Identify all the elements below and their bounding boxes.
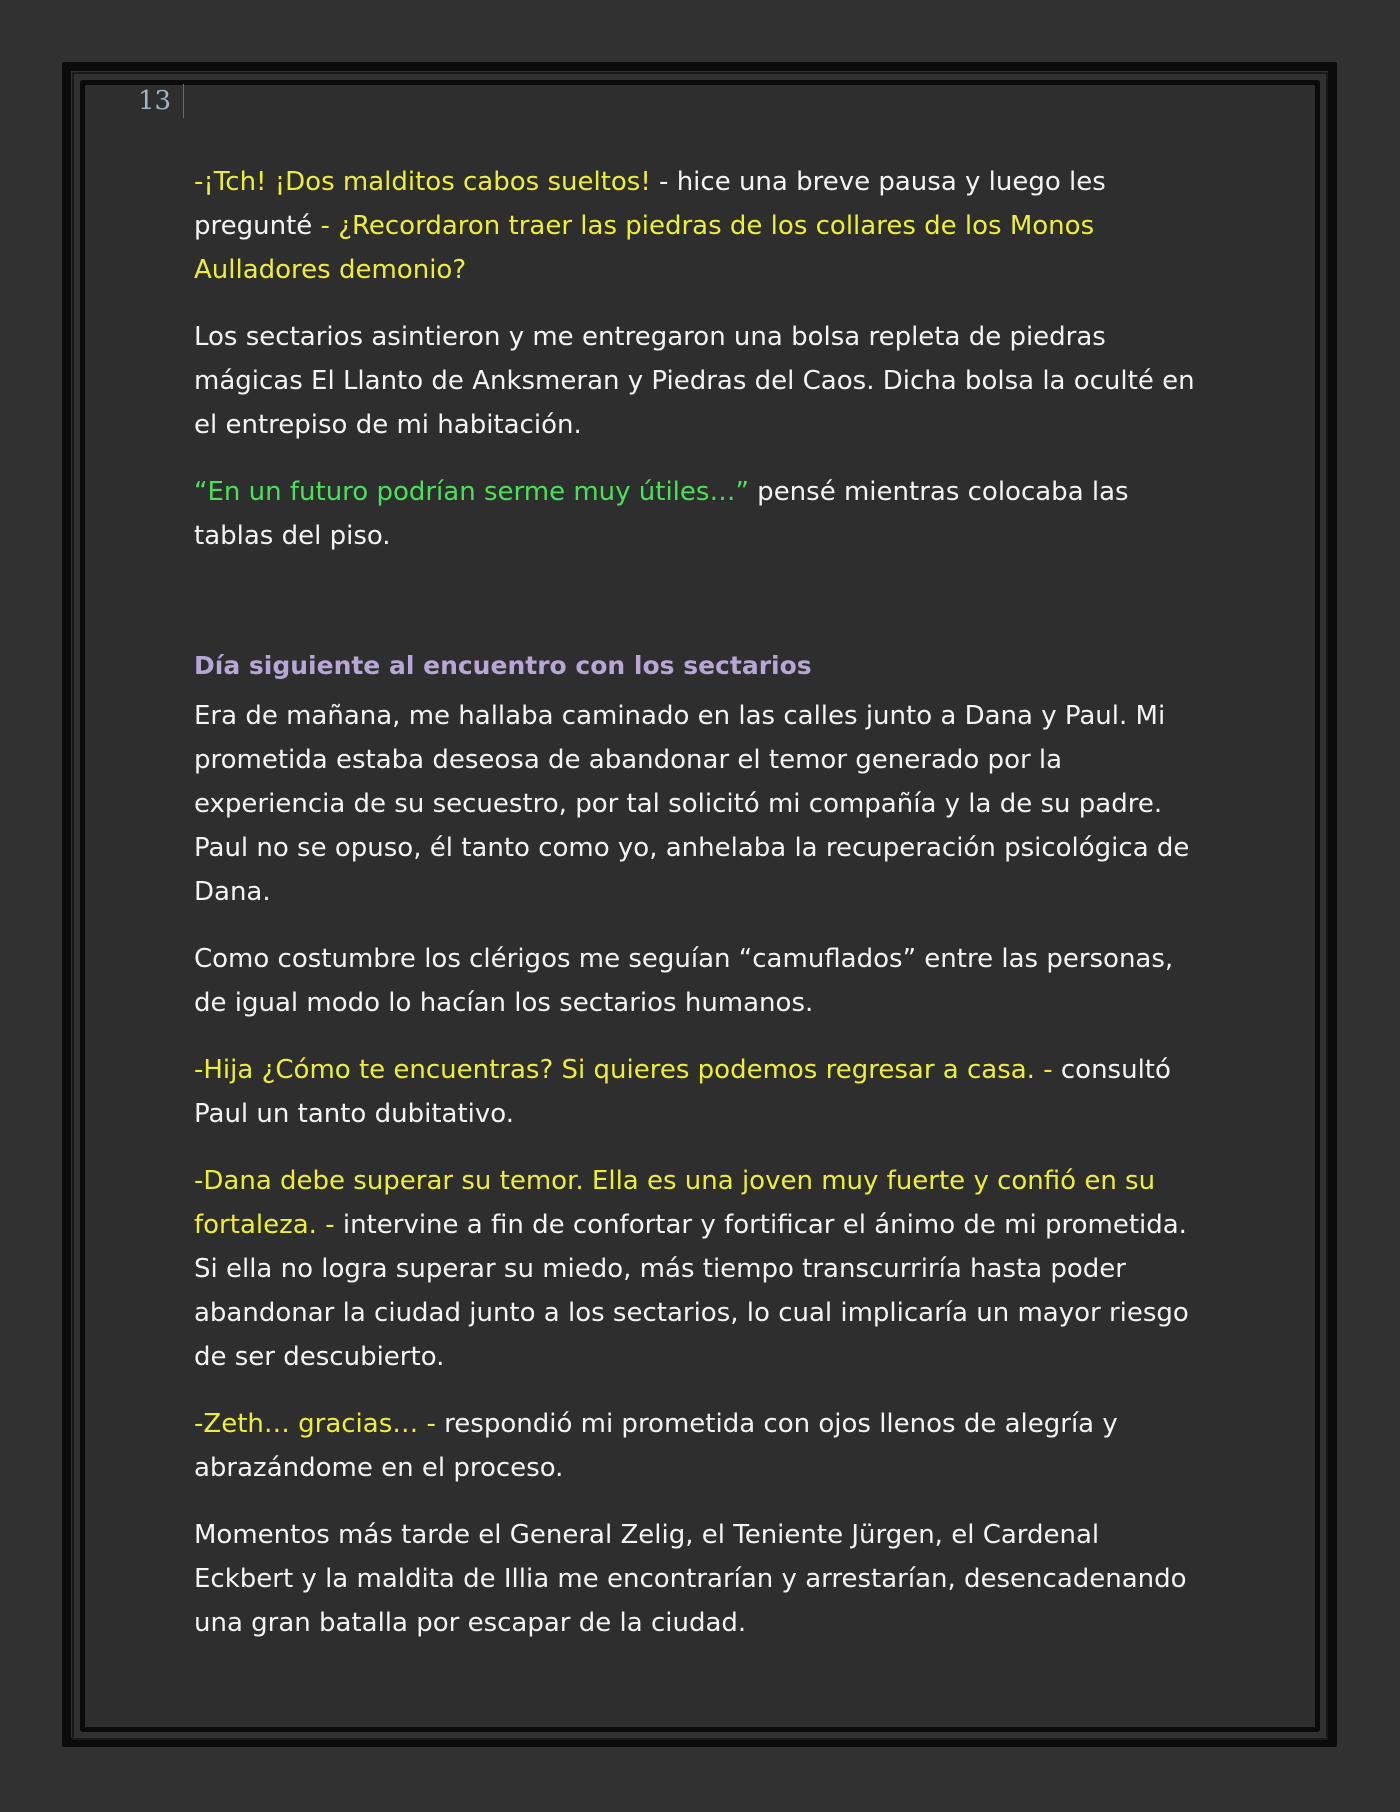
paragraph-4 — [194, 694, 1199, 914]
page-content — [194, 160, 1199, 1668]
narration-text: intervine a fin de confortar y fortificar el ánimo de mi prometida. Si ella no logra superar su miedo, más tiempo transcurriría hasta poder abandonar la ciudad junto a los sectarios, lo cual implicaría un mayor riesgo de ser descubierto. — [194, 1210, 1189, 1372]
paragraph-2 — [194, 315, 1199, 447]
dialogue-text: -¡Tch! ¡Dos malditos cabos sueltos! — [194, 167, 651, 197]
narration-text: pensé mientras colocaba las tablas del piso. — [194, 477, 1129, 551]
narration-text: Momentos más tarde el General Zelig, el Teniente Jürgen, el Cardenal Eckbert y la maldita de Illia me encontrarían y arrestarían, desencadenando una gran batalla por escapar de la ciudad. — [194, 1520, 1187, 1638]
narration-text: respondió mi prometida con ojos llenos de alegría y abrazándome en el proceso. — [194, 1409, 1118, 1483]
thought-text: “En un futuro podrían serme muy útiles…” — [194, 477, 749, 507]
paragraph-5 — [194, 937, 1199, 1025]
narration-text: Los sectarios asintieron y me entregaron una bolsa repleta de piedras mágicas El Llanto de Anksmeran y Piedras del Caos. Dicha bolsa la oculté en el entrepiso de mi habitación. — [194, 322, 1195, 440]
paragraph-6 — [194, 1048, 1199, 1136]
paragraph-9 — [194, 1513, 1199, 1645]
narration-text: - hice una breve pausa y luego les pregunté — [194, 167, 1106, 241]
dialogue-text: -Dana debe superar su temor. Ella es una joven muy fuerte y confió en su fortaleza. - — [194, 1166, 1156, 1240]
page-number: 13 — [138, 84, 184, 118]
narration-text: Como costumbre los clérigos me seguían “camuflados” entre las personas, de igual modo lo hacían los sectarios humanos. — [194, 944, 1174, 1018]
narration-text: consultó Paul un tanto dubitativo. — [194, 1055, 1171, 1129]
narration-text: Era de mañana, me hallaba caminado en las calles junto a Dana y Paul. Mi prometida estaba deseosa de abandonar el temor generado por la experiencia de su secuestro, por tal solicitó mi compañía y la de su padre. Paul no se opuso, él tanto como yo, anhelaba la recuperación psicológica de Dana. — [194, 701, 1190, 907]
dialogue-text: -Zeth… gracias… - — [194, 1409, 436, 1439]
dialogue-text: -Hija ¿Cómo te encuentras? Si quieres podemos regresar a casa. - — [194, 1055, 1053, 1085]
paragraph-7 — [194, 1159, 1199, 1379]
section-heading: Día siguiente al encuentro con los sectarios — [194, 651, 812, 680]
paragraph-1 — [194, 160, 1199, 292]
paragraph-3 — [194, 470, 1199, 558]
dialogue-text: - ¿Recordaron traer las piedras de los collares de los Monos Aulladores demonio? — [194, 211, 1095, 285]
paragraph-8 — [194, 1402, 1199, 1490]
